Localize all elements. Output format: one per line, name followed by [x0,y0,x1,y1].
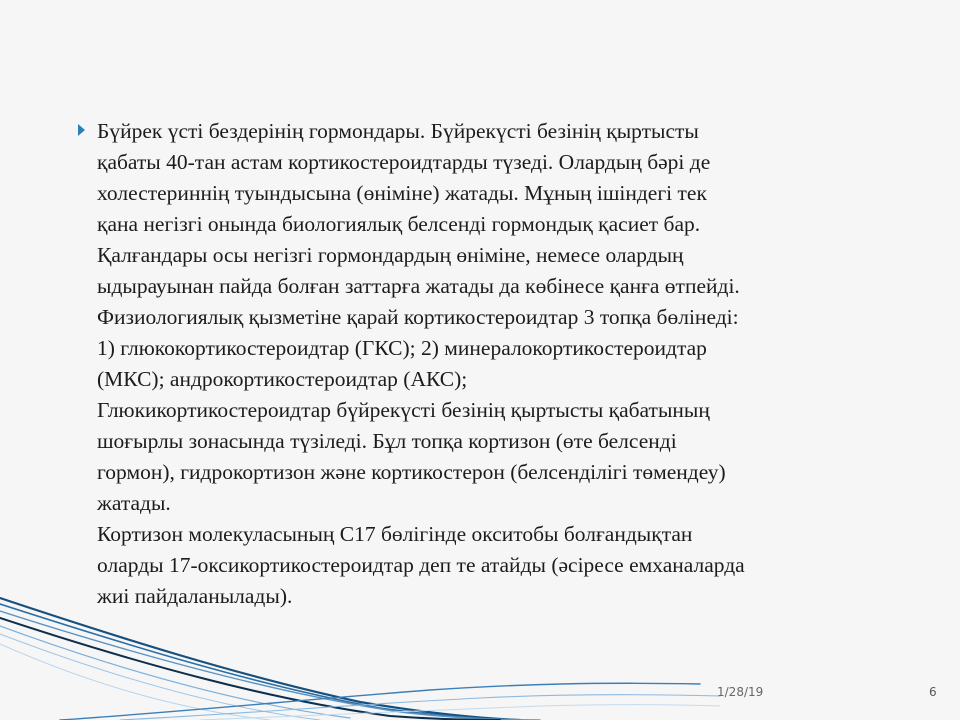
page-number: 6 [929,685,937,699]
body-text [97,116,928,612]
text-line: Физиологиялық қызметіне қарай кортикостероидтар 3 топқа бөлінеді: [97,305,739,329]
text-line: гормон), гидрокортизон және кортикостерон (белсенділігі төмендеу) [97,460,726,484]
text-line: ыдырауынан пайда болған заттарға жатады да көбінесе қанға өтпейді. [97,274,740,298]
text-line: оларды 17-оксикортикостероидтар деп те атайды (әсіресе емханаларда [97,553,745,577]
text-line: жиі пайдаланылады). [97,584,293,608]
text-line: (МКС); андрокортикостероидтар (АКС); [97,367,468,391]
text-line: Бүйрек үсті бездерінің гормондары. Бүйрекүсті безінің қыртысты [97,119,699,143]
text-line: Глюкикортикостероидтар бүйрекүсті безінің қыртысты қабатының [97,398,710,422]
triangle-bullet-icon [78,124,85,136]
text-line: қабаты 40-тан астам кортикостероидтарды түзеді. Олардың бәрі де [97,150,711,174]
text-line: холестериннің туындысына (өніміне) жатады. Мұның ішіндегі тек [97,181,707,205]
text-line: шоғырлы зонасында түзіледі. Бұл топқа кортизон (өте белсенді [97,429,677,453]
content-block [78,116,928,612]
text-line: Қалғандары осы негізгі гормондардың өніміне, немесе олардың [97,243,684,267]
text-line: қана негізгі онында биологиялық белсенді гормондық қасиет бар. [97,212,701,236]
text-line: жатады. [97,491,171,515]
text-line: Кортизон молекуласының С17 бөлігінде окситобы болғандықтан [97,522,693,546]
footer-date: 1/28/19 [717,685,764,699]
text-line: 1) глюкокортикостероидтар (ГКС); 2) минералокортикостероидтар [97,336,707,360]
